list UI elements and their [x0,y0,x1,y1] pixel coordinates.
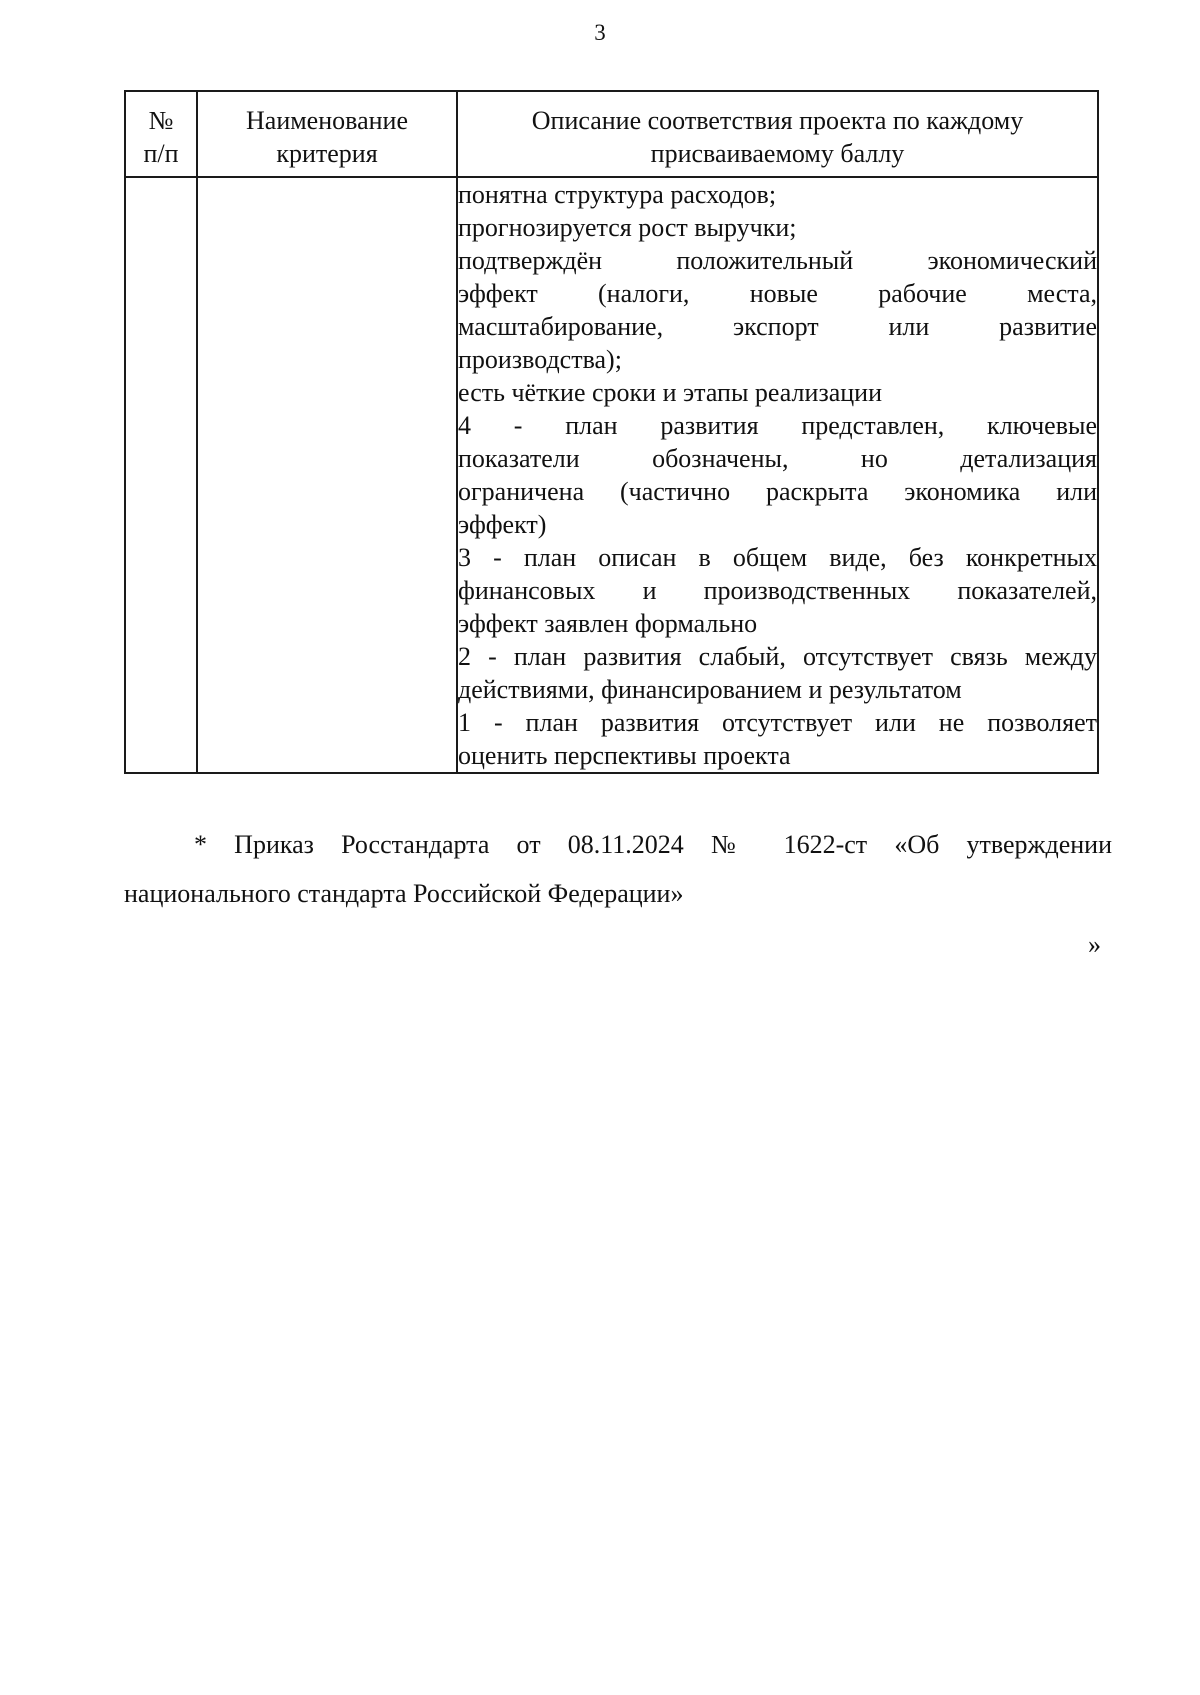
table-row [125,177,1098,773]
cell-number [125,177,197,773]
description-line: 1 - план развития отсутствует или не позволяет [458,708,1097,737]
cell-criterion-name [197,177,457,773]
description-line: эффект (налоги, новые рабочие места, [458,279,1097,308]
page-number: 3 [594,20,606,45]
footnote-line-2: национального стандарта Российской Федерации» [124,879,684,908]
footnote-line-1: * Приказ Росстандарта от 08.11.2024 № 1622-ст «Об утверждении [194,830,1112,859]
description-line: 3 - план описан в общем виде, без конкретных [458,543,1097,572]
table-header-row [125,91,1098,177]
header-number [125,91,197,177]
description-line: финансовых и производственных показателей, [458,576,1097,605]
closing-quote: » [1088,930,1101,959]
description-line: 2 - план развития слабый, отсутствует связь между [458,642,1097,671]
description-line: 4 - план развития представлен, ключевые [458,411,1097,440]
header-criterion-name [197,91,457,177]
cell-description [457,177,1098,773]
description-line: подтверждён положительный экономический [458,246,1097,275]
description-text [458,178,1097,772]
header-description [457,91,1098,177]
header-number-line-1: № [148,106,174,135]
description-line: понятна структура расходов; [458,180,777,209]
header-criterion-line-1: Наименование [246,106,408,135]
description-line: оценить перспективы проекта [458,741,791,770]
description-line: прогнозируется рост выручки; [458,213,797,242]
description-line: есть чёткие сроки и этапы реализации [458,378,882,407]
header-description-line-1: Описание соответствия проекта по каждому [531,106,1024,135]
description-line: ограничена (частично раскрыта экономика или [458,477,1097,506]
description-line: показатели обозначены, но детализация [458,444,1097,473]
description-line: эффект) [458,510,547,539]
criteria-table [124,90,1099,774]
description-line: действиями, финансированием и результатом [458,675,962,704]
description-line: эффект заявлен формально [458,609,758,638]
description-line: производства); [458,345,622,374]
header-number-line-2: п/п [143,139,179,168]
header-description-line-2: присваиваемому баллу [650,139,905,168]
header-criterion-line-2: критерия [276,139,378,168]
description-line: масштабирование, экспорт или развитие [458,312,1097,341]
